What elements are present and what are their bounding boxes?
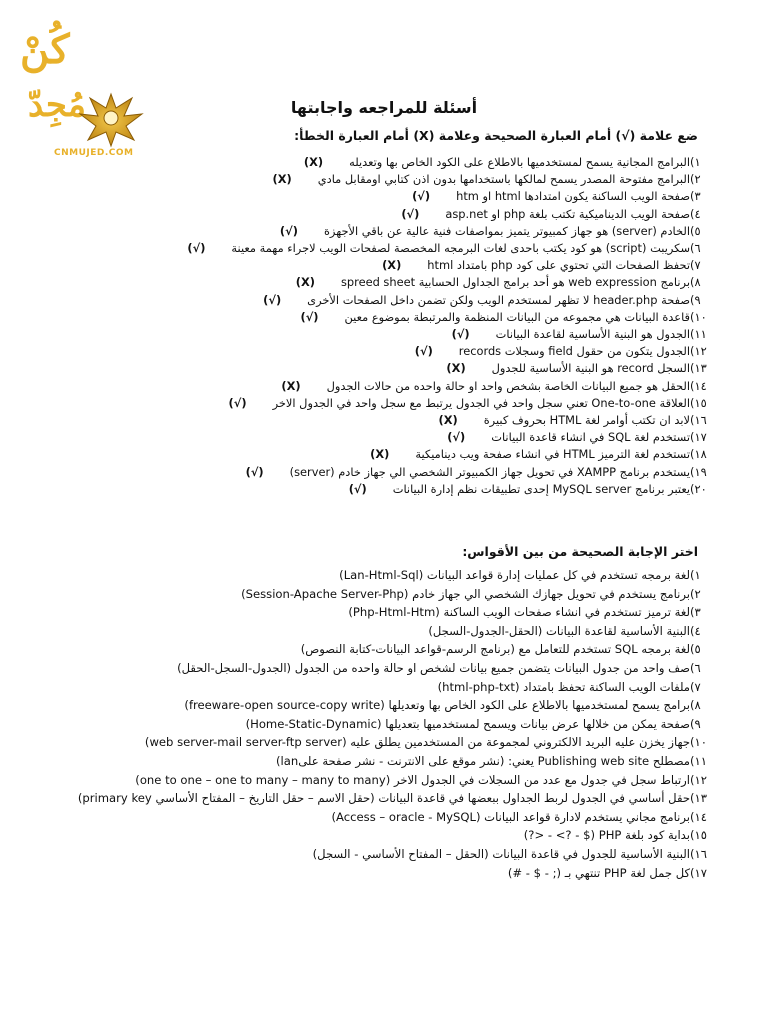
item-text: الحقل هو جميع البيانات الخاصة بشخص واحد او حالة واحده من حالات الجدول xyxy=(326,378,690,393)
list-item xyxy=(60,826,716,845)
list-item xyxy=(60,789,716,808)
list-item xyxy=(60,659,716,678)
item-answer: (X) xyxy=(272,172,292,187)
item-number: ١) xyxy=(690,568,701,582)
item-text: يستخدم برنامج XAMPP في تحويل جهاز الكمبيوتر الشخصي الي جهاز خادم (server) xyxy=(289,464,690,479)
item-answer: (X) xyxy=(382,258,402,273)
item-text: ملفات الويب الساكنة تحفظ بامتداد (html-php-txt) xyxy=(437,679,690,694)
item-number: ٣) xyxy=(690,189,701,204)
list-item xyxy=(60,752,716,771)
item-text: قاعدة البيانات هي مجموعه من البيانات المنظمة والمرتبطة بموضوع معين xyxy=(344,309,690,324)
item-number: ١٠) xyxy=(690,735,707,750)
logo-site-text: CNMUJED.COM xyxy=(54,148,134,158)
list-item xyxy=(60,585,716,604)
item-text: البنية الأساسية للجدول في قاعدة البيانات (الحقل – المفتاح الأساسي - السجل) xyxy=(312,846,690,861)
list-item xyxy=(60,429,716,446)
true-false-list xyxy=(60,154,716,498)
item-text: تستخدم لغة SQL في انشاء قاعدة البيانات xyxy=(491,430,690,445)
list-item xyxy=(60,292,716,309)
item-text: ارتباط سجل في جدول مع عدد من السجلات في الجدول الاخر (one to one – one to many – many to many) xyxy=(135,772,690,787)
item-number: ١٤) xyxy=(690,378,707,393)
item-number: ١٦) xyxy=(690,413,707,428)
item-text: صفحة الويب الديناميكية تكتب بلغة php او asp.net xyxy=(445,206,690,221)
item-text: السجل record هو البنية الأساسية للجدول xyxy=(491,361,690,376)
item-number: ١١) xyxy=(690,753,707,768)
item-answer: (√) xyxy=(348,481,367,496)
item-number: ١٨) xyxy=(690,447,707,462)
list-item xyxy=(60,257,716,274)
item-number: ١١) xyxy=(690,327,707,342)
item-number: ٨) xyxy=(690,275,701,290)
item-answer: (X) xyxy=(446,361,466,376)
list-item xyxy=(60,446,716,463)
item-answer: (X) xyxy=(303,155,324,169)
list-item xyxy=(60,715,716,734)
item-text: برنامج مجاني يستخدم لادارة قواعد البيانات (Access – oracle - MySQL) xyxy=(331,809,690,824)
item-text: سكريبت (script) هو كود يكتب باحدى لغات البرمجه المخصصة لصفحات الويب لاجراء مهمة معينة xyxy=(231,241,690,256)
item-answer: (X) xyxy=(281,378,301,393)
item-number: ٨) xyxy=(690,698,701,713)
item-number: ١٣) xyxy=(690,361,707,376)
site-logo xyxy=(14,18,154,158)
item-answer: (X) xyxy=(438,413,458,428)
list-item xyxy=(60,171,716,188)
item-number: ١٧) xyxy=(690,865,707,880)
item-number: ٧) xyxy=(690,679,701,694)
item-text: جهاز يخزن عليه البريد الالكتروني لمجموعة من المستخدمين يطلق عليه (web server-mail server-ftp server) xyxy=(144,735,690,750)
logo-brand-line2: مُجِدّ xyxy=(28,85,87,125)
list-item xyxy=(60,395,716,412)
item-text: لابد ان تكتب أوامر لغة HTML بحروف كبيرة xyxy=(483,413,690,428)
list-item xyxy=(60,188,716,205)
list-item xyxy=(60,603,716,622)
list-item xyxy=(60,309,716,326)
item-answer: (√) xyxy=(228,395,247,410)
item-text: برنامج يستخدم في تحويل جهازك الشخصي الي جهاز خادم (Session-Apache Server-Php) xyxy=(241,586,690,601)
item-number: ١٣) xyxy=(690,791,707,806)
item-number: ١٠) xyxy=(690,309,707,324)
item-answer: (X) xyxy=(370,447,390,462)
section2-instruction: اختر الإجابة الصحيحة من بين الأقواس: xyxy=(462,544,698,559)
item-number: ٩) xyxy=(690,716,701,731)
list-item xyxy=(60,240,716,257)
item-text: الجدول هو البنية الأساسية لقاعدة البيانات xyxy=(495,327,690,342)
list-item xyxy=(60,696,716,715)
item-text: تستخدم لغة الترميز HTML في انشاء صفحة ويب ديناميكية xyxy=(415,447,690,462)
item-text: يعتبر برنامج MySQL server إحدى تطبيقات نظم إدارة البيانات xyxy=(392,481,690,496)
item-text: صف واحد من جدول البيانات يتضمن جميع بيانات لشخص او حالة واحده من الجدول (الجدول-السجل-الحقل) xyxy=(177,660,690,675)
item-number: ٤) xyxy=(690,623,701,638)
section1-instruction: ضع علامة (√) أمام العبارة الصحيحة وعلامة (X) أمام العبارة الخطأ: xyxy=(294,128,698,143)
item-text: صفحة يمكن من خلالها عرض بيانات ويسمح لمستخدميها بتعديلها (Home-Static-Dynamic) xyxy=(245,716,690,731)
item-number: ٦) xyxy=(690,660,701,675)
item-number: ١٥) xyxy=(690,395,707,410)
item-text: مصطلح Publishing web site يعني: (نشر موقع على الانترنت - نشر صفحة علىlan) xyxy=(276,753,690,768)
item-text: الخادم (server) هو جهاز كمبيوتر يتميز بمواصفات فنية عالية عن باقي الأجهزة xyxy=(323,223,690,238)
item-text: صفحة الويب الساكنة يكون امتدادها html او htm xyxy=(456,189,690,204)
item-text: الجدول يتكون من حقول field وسجلات records xyxy=(458,344,690,359)
list-item xyxy=(60,622,716,641)
list-item xyxy=(60,771,716,790)
item-answer: (√) xyxy=(263,292,282,307)
list-item xyxy=(60,481,716,498)
item-number: ٢) xyxy=(690,586,701,601)
item-number: ٥) xyxy=(690,642,701,657)
item-number: ٤) xyxy=(690,206,701,221)
item-number: ٦) xyxy=(690,241,701,256)
list-item xyxy=(60,326,716,343)
item-text: بداية كود بلغة PHP ($ - ?> - <?) xyxy=(523,828,690,843)
item-text: برامج يسمح لمستخدميها بالاطلاع على الكود الخاص بها وتعديلها (freeware-open source-copy write) xyxy=(184,698,690,713)
item-number: ١٩) xyxy=(690,464,707,479)
item-answer: (√) xyxy=(279,223,298,238)
item-number: ١٧) xyxy=(690,430,707,445)
item-answer: (√) xyxy=(414,344,433,359)
list-item xyxy=(60,566,716,585)
item-number: ١٢) xyxy=(690,344,707,359)
item-answer: (X) xyxy=(295,275,315,290)
item-number: ٩) xyxy=(690,292,701,307)
item-number: ٢) xyxy=(690,172,701,187)
list-item xyxy=(60,154,716,171)
list-item xyxy=(60,223,716,240)
item-answer: (√) xyxy=(300,309,319,324)
item-answer: (√) xyxy=(447,430,466,445)
item-text: العلاقة One-to-one تعني سجل واحد في الجدول يرتبط مع سجل واحد في الجدول الاخر xyxy=(272,395,690,410)
item-text: لغة ترميز تستخدم في انشاء صفحات الويب الساكنة (Php-Html-Htm) xyxy=(348,605,690,620)
item-text: حقل أساسي في الجدول لربط الجداول ببعضها في قاعدة البيانات (حقل الاسم – حقل التاريخ – المفتاح الأساسي primary key) xyxy=(77,791,690,806)
list-item xyxy=(60,343,716,360)
item-text: برنامج web expression هو أحد برامج الجداول الحسابية spreed sheet xyxy=(340,275,690,290)
item-text: البرامج مفتوحة المصدر يسمح لمالكها باستخدامها بدون اذن كتابي اومقابل مادي xyxy=(317,172,690,187)
list-item xyxy=(60,360,716,377)
list-item xyxy=(60,678,716,697)
item-number: ١٢) xyxy=(690,772,707,787)
item-number: ١٤) xyxy=(690,809,707,824)
logo-brand-line1: كُنْ xyxy=(20,26,70,73)
item-answer: (√) xyxy=(245,464,264,479)
item-text: صفحة header.php لا تظهر لمستخدم الويب ولكن تضمن داخل الصفحات الأخرى xyxy=(307,292,690,307)
list-item xyxy=(60,640,716,659)
page-title: أسئلة للمراجعه واجابتها xyxy=(290,98,478,117)
list-item xyxy=(60,808,716,827)
list-item xyxy=(60,274,716,291)
item-number: ١٦) xyxy=(690,846,707,861)
item-number: ٣) xyxy=(690,605,701,620)
list-item xyxy=(60,864,716,883)
item-answer: (√) xyxy=(187,241,206,256)
list-item xyxy=(60,733,716,752)
item-text: لغة برمجه تستخدم في كل عمليات إدارة قواعد البيانات (Lan-Html-Sql) xyxy=(339,568,690,582)
item-answer: (√) xyxy=(451,327,470,342)
item-number: ٧) xyxy=(690,258,701,273)
item-answer: (√) xyxy=(412,189,431,204)
item-number: ٥) xyxy=(690,223,701,238)
item-answer: (√) xyxy=(401,206,420,221)
list-item xyxy=(60,206,716,223)
item-text: البنية الأساسية لقاعدة البيانات (الحقل-الجدول-السجل) xyxy=(428,623,690,638)
list-item xyxy=(60,464,716,481)
list-item xyxy=(60,845,716,864)
list-item xyxy=(60,378,716,395)
list-item xyxy=(60,412,716,429)
item-text: البرامج المجانية يسمح لمستخدميها بالاطلاع على الكود الخاص بها وتعديله xyxy=(349,155,690,169)
item-number: ٢٠) xyxy=(690,481,707,496)
item-text: لغة برمجه SQL تستخدم للتعامل مع (برنامج الرسم-قواعد البيانات-كتابة النصوص) xyxy=(300,642,690,657)
item-number: ١٥) xyxy=(690,828,707,843)
multiple-choice-list xyxy=(60,566,716,882)
item-text: كل جمل لغة PHP تنتهي بـ (; - $ - #) xyxy=(507,865,690,880)
item-number: ١) xyxy=(690,155,701,169)
item-text: تحفظ الصفحات التي تحتوي على كود php بامتداد html xyxy=(427,258,690,273)
